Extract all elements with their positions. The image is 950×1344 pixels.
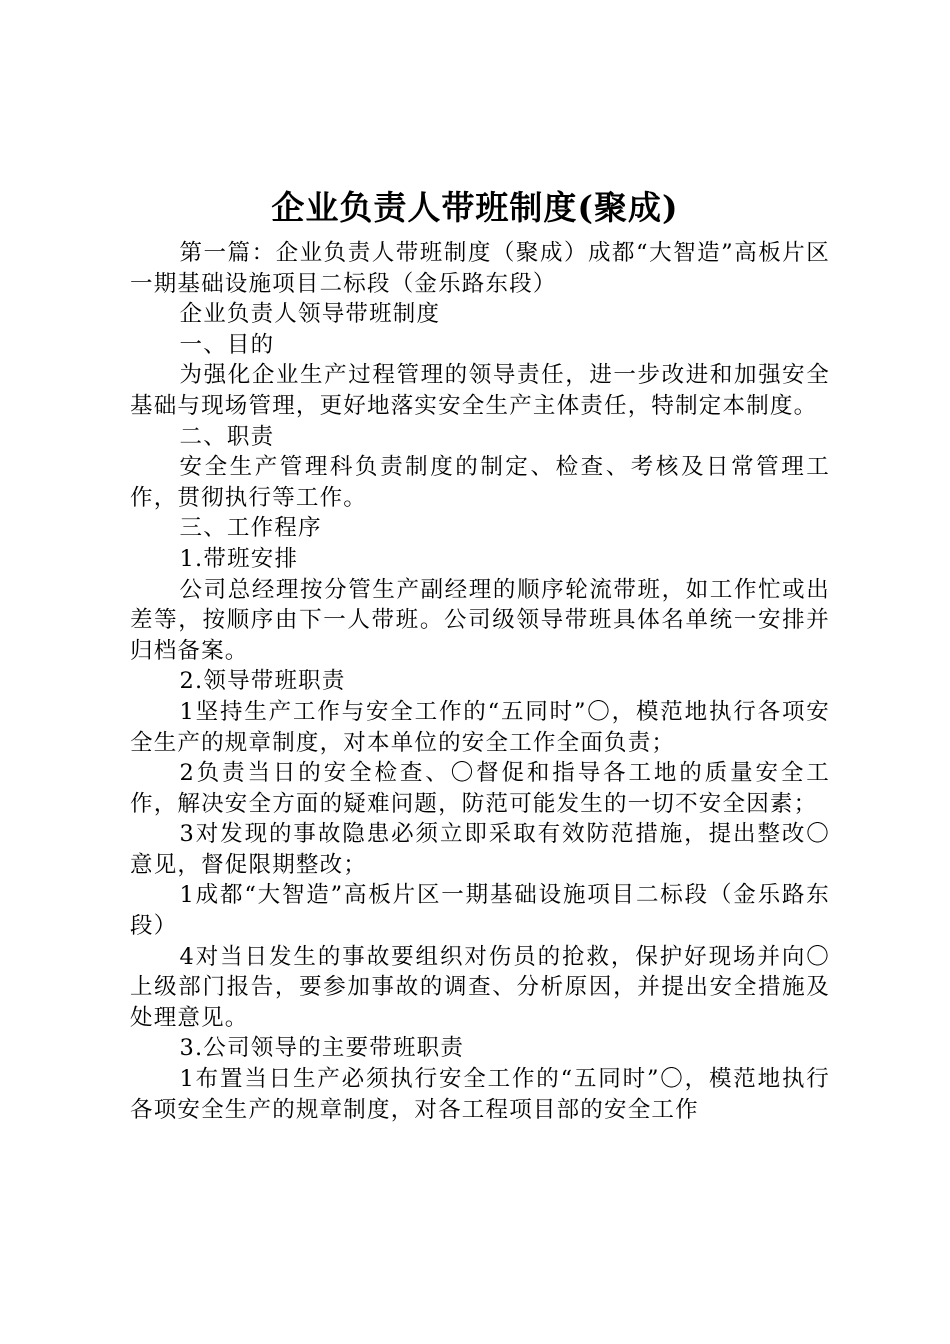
subsection-heading: 3.公司领导的主要带班职责 [179, 1035, 465, 1062]
paragraph: 安全生产管理科负责制度的制定、检查、考核及日常管理工作，贯彻执行等工作。 [130, 454, 830, 511]
paragraph: 1坚持生产工作与安全工作的“五同时”〇，模范地执行各项安全生产的规章制度，对本单位的安全工作全面负责； [130, 698, 830, 756]
section-heading: 一、目的 [179, 331, 275, 358]
paragraph: 1布置当日生产必须执行安全工作的“五同时”〇，模范地执行各项安全生产的规章制度，对各工程项目部的安全工作 [130, 1066, 830, 1123]
subsection-heading: 1.带班安排 [179, 545, 299, 572]
paragraph: 2负责当日的安全检查、〇督促和指导各工地的质量安全工作，解决安全方面的疑难问题，防范可能发生的一切不安全因素； [130, 760, 830, 817]
paragraph: 4对当日发生的事故要组织对伤员的抢救，保护好现场并向〇上级部门报告，要参加事故的调查、分析原因，并提出安全措施及处理意见。 [130, 943, 830, 1031]
paragraph: 3对发现的事故隐患必须立即采取有效防范措施，提出整改〇意见，督促限期整改； [130, 821, 830, 878]
document-title: 企业负责人带班制度(聚成) [271, 188, 679, 227]
document-body [130, 238, 830, 1125]
paragraph: 第一篇：企业负责人带班制度（聚成）成都“大智造”高板片区一期基础设施项目二标段（金乐路东段） [130, 240, 830, 297]
paragraph: 公司总经理按分管生产副经理的顺序轮流带班，如工作忙或出差等，按顺序由下一人带班。公司级领导带班具体名单统一安排并归档备案。 [130, 576, 830, 664]
subsection-heading: 2.领导带班职责 [179, 668, 346, 695]
paragraph: 为强化企业生产过程管理的领导责任，进一步改进和加强安全基础与现场管理，更好地落实安全生产主体责任，特制定本制度。 [130, 362, 830, 419]
paragraph: 企业负责人领导带班制度 [179, 301, 441, 328]
section-heading: 二、职责 [179, 423, 275, 450]
section-heading: 三、工作程序 [179, 515, 322, 542]
paragraph: 1成都“大智造”高板片区一期基础设施项目二标段（金乐路东段） [130, 882, 830, 940]
